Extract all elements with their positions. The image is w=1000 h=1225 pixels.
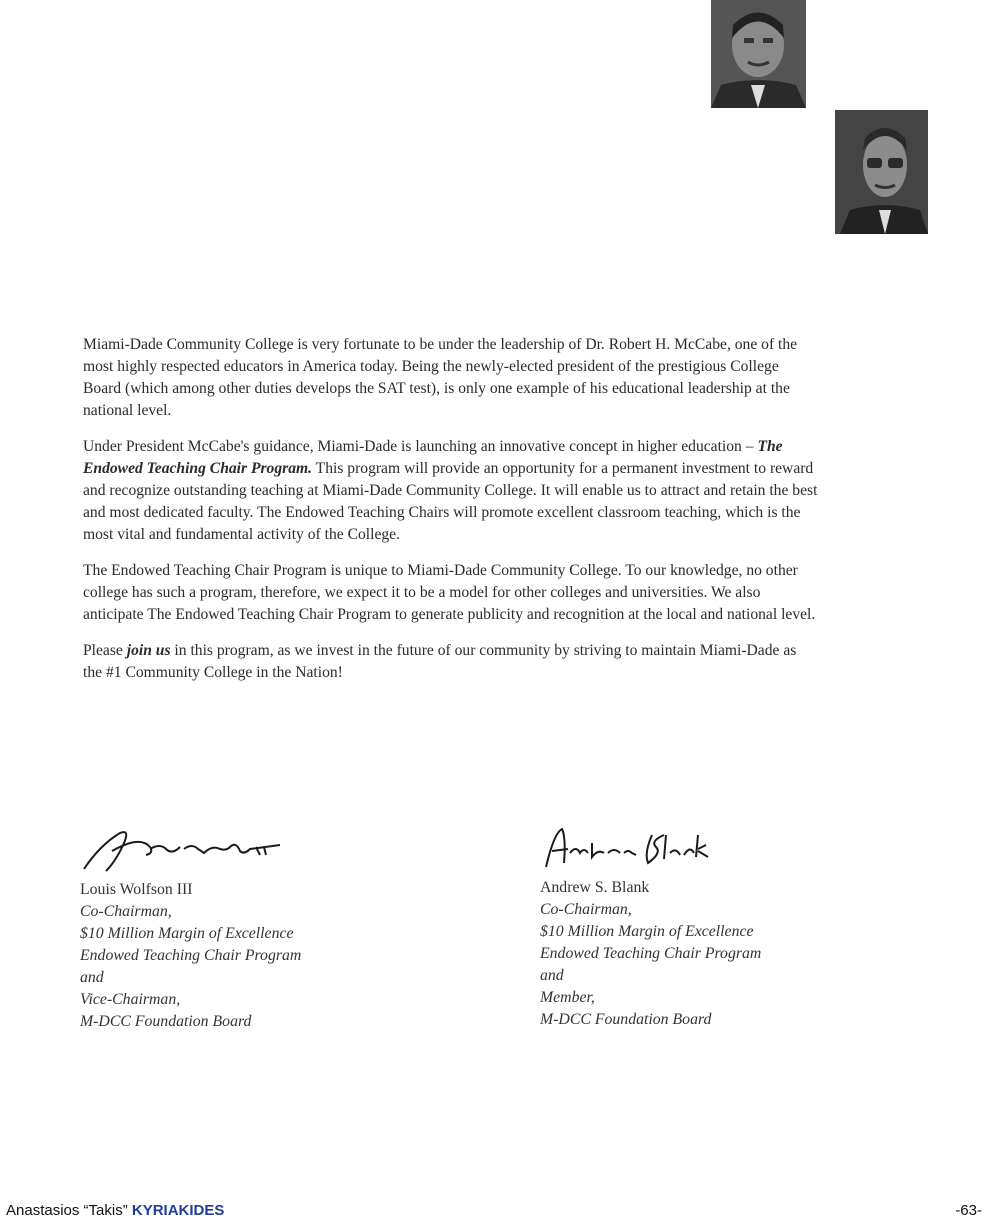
footer-author-first: Anastasios “Takis”	[6, 1202, 128, 1219]
signature-block-wolfson	[80, 825, 410, 1033]
paragraph-2-text-b: This program will provide an opportunity for a permanent investment to reward and recognize outstanding teaching at Miami-Dade Community College. It will enable us to attract and retain the best and most dedicated faculty. The Endowed Teaching Chairs will promote excellent classroom teaching, which is the most vital and fundamental activity of the College.	[83, 460, 818, 543]
signatory-title-line: Endowed Teaching Chair Program	[80, 947, 302, 964]
program-name-emphasis: The Endowed Teaching Chair Program.	[83, 438, 783, 477]
signatory-title-line: $10 Million Margin of Excellence	[540, 923, 754, 940]
signatory-name: Louis Wolfson III	[80, 881, 193, 898]
signatory-name: Andrew S. Blank	[540, 879, 650, 896]
paragraph-3-text: The Endowed Teaching Chair Program is unique to Miami-Dade Community College. To our knowledge, no other college has such a program, therefore, we expect it to be a model for other colleges and universities. We also anticipate The Endowed Teaching Chair Program to generate publicity and recognition at the local and national level.	[83, 562, 816, 623]
letter-paragraph-3	[83, 560, 818, 626]
portrait-photo-1	[711, 0, 806, 108]
signatory-title-line: and	[540, 967, 564, 984]
handwritten-signature-blank	[540, 823, 870, 875]
letter-paragraph-2	[83, 436, 818, 546]
join-us-emphasis: join us	[126, 642, 171, 659]
signatory-title-line: Co-Chairman,	[80, 903, 172, 920]
letter-paragraph-4	[83, 640, 818, 684]
page-footer	[0, 1202, 1000, 1222]
footer-author-surname: KYRIAKIDES	[131, 1202, 225, 1219]
signatory-title-line: M-DCC Foundation Board	[80, 1013, 252, 1030]
portrait-illustration-2	[835, 110, 928, 234]
portrait-illustration-1	[711, 0, 806, 108]
signatory-title-line: and	[80, 969, 104, 986]
letter-body	[83, 334, 818, 698]
signatory-title-line: Endowed Teaching Chair Program	[540, 945, 762, 962]
paragraph-2-text-a: Under President McCabe's guidance, Miami-Dade is launching an innovative concept in higher education –	[83, 438, 758, 455]
paragraph-4-text-a: Please	[83, 642, 127, 659]
signatory-title-line: M-DCC Foundation Board	[540, 1011, 712, 1028]
signatory-title-line: Vice-Chairman,	[80, 991, 181, 1008]
signatory-title-line: Member,	[540, 989, 595, 1006]
signatory-title-line: Co-Chairman,	[540, 901, 632, 918]
handwritten-signature-wolfson	[80, 825, 410, 877]
letter-paragraph-1	[83, 334, 818, 422]
paragraph-1-text: Miami-Dade Community College is very fortunate to be under the leadership of Dr. Robert H. McCabe, one of the most highly respected educators in America today. Being the newly-elected president of the prestigious College Board (which among other duties develops the SAT test), is only one example of his educational leadership at the national level.	[83, 336, 798, 419]
page-number: -63-	[955, 1202, 982, 1219]
signatory-title-line: $10 Million Margin of Excellence	[80, 925, 294, 942]
footer-author	[6, 1202, 224, 1219]
signature-block-blank	[540, 823, 870, 1031]
portrait-photo-2	[835, 110, 928, 234]
paragraph-4-text-b: in this program, as we invest in the future of our community by striving to maintain Miami-Dade as the #1 Community College in the Nation!	[83, 642, 797, 681]
